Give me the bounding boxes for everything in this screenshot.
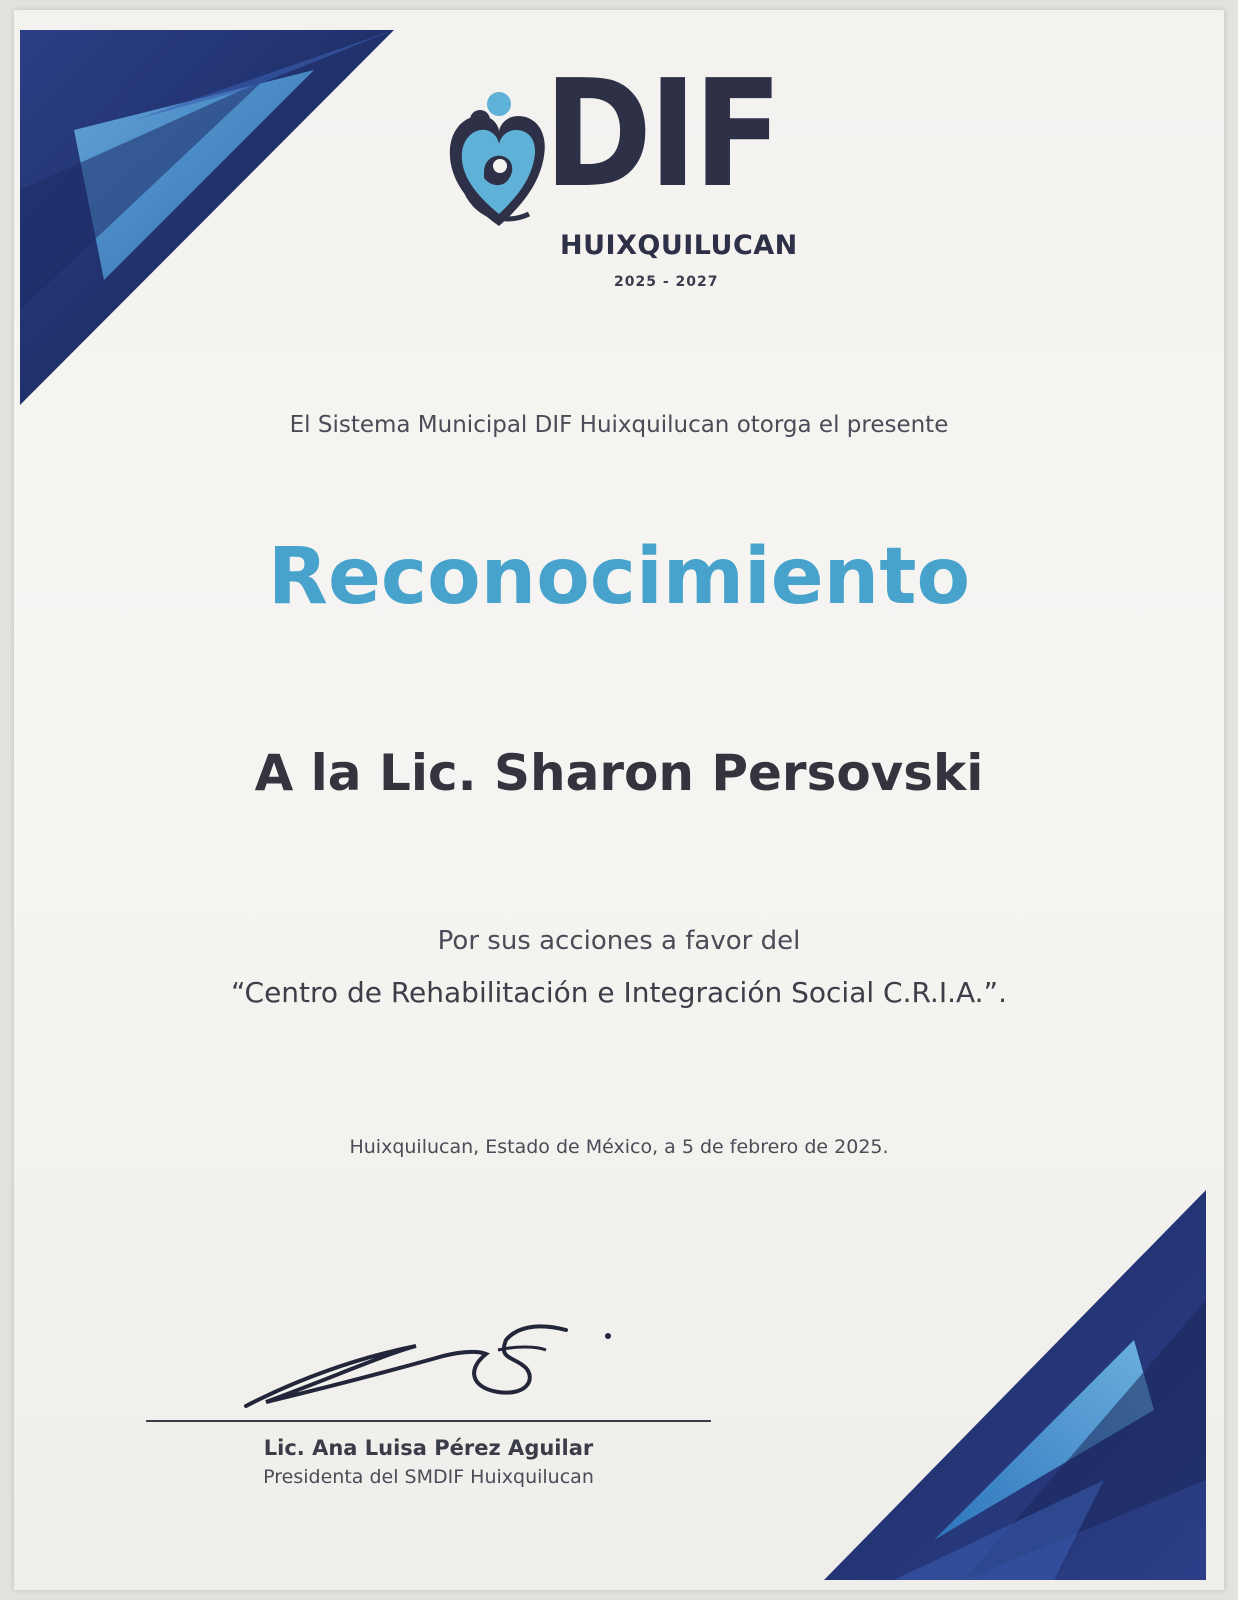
- corner-decoration-bottom-right: [804, 1150, 1224, 1590]
- logo-years: 2025 - 2027: [614, 274, 719, 290]
- signature-line: [146, 1420, 711, 1422]
- logo-wordmark: DIF: [544, 48, 779, 220]
- program-name: “Centro de Rehabilitación e Integración Social C.R.I.A.”.: [231, 976, 1007, 1009]
- handwritten-signature: [236, 1310, 636, 1420]
- place-date: Huixquilucan, Estado de México, a 5 de febrero de 2025.: [349, 1136, 889, 1158]
- certificate-title: Reconocimiento: [267, 532, 971, 622]
- corner-decoration-top-left: [14, 10, 414, 430]
- reason-text: Por sus acciones a favor del: [437, 926, 801, 956]
- intro-text: El Sistema Municipal DIF Huixquilucan otorga el presente: [289, 412, 949, 438]
- logo-subtitle: HUIXQUILUCAN: [560, 230, 798, 261]
- certificate-page: [14, 10, 1224, 1590]
- dif-logo: [444, 48, 814, 308]
- recipient-name: A la Lic. Sharon Persovski: [254, 744, 984, 802]
- family-heart-icon: [444, 86, 554, 236]
- signatory-role: Presidenta del SMDIF Huixquilucan: [263, 1466, 594, 1488]
- signatory-name: Lic. Ana Luisa Pérez Aguilar: [263, 1436, 594, 1460]
